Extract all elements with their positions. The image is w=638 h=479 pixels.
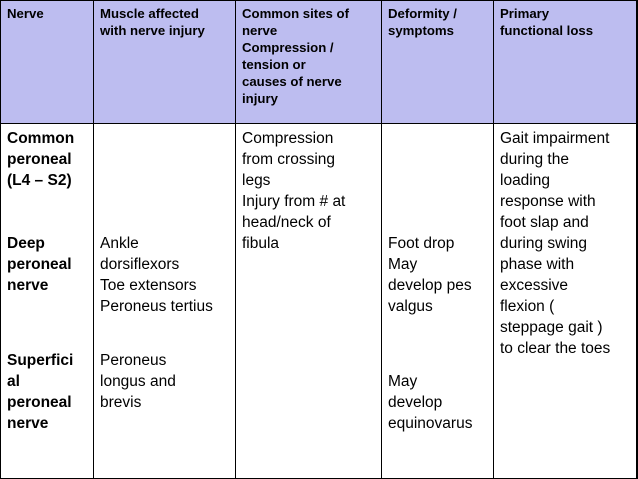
cell-line: phase with [500,256,575,273]
deformity-column [382,124,493,478]
header-line: injury [242,91,278,106]
cell-line: May [388,256,418,273]
header-line: Deformity / [388,6,457,21]
cell-line: peroneal [7,151,72,168]
cell-line: Common [7,130,75,147]
compression-sites-column [236,124,381,478]
cell-line: flexion ( [500,298,555,315]
muscle-superficial-peroneal [100,350,229,413]
cell-line: develop pes [388,277,472,294]
nerve-superficial-peroneal [7,350,87,434]
cell-line: al [7,373,20,390]
header-line: Nerve [7,6,44,21]
cell-line: peroneal [7,394,72,411]
cell-line: Gait impairment [500,130,610,147]
nerve-column [1,124,93,478]
cell-line: during the [500,151,569,168]
header-line: Compression / [242,40,334,55]
cell-line: Ankle [100,235,139,252]
deformity-superficial-peroneal [388,371,487,434]
cell-line: Peroneus tertius [100,298,213,315]
header-line: causes of nerve [242,74,342,89]
header-line: tension or [242,57,306,72]
cell-line: head/neck of [242,214,331,231]
header-line: symptoms [388,23,454,38]
header-deformity-symptoms [382,1,493,123]
cell-line: (L4 – S2) [7,172,72,189]
header-compression-sites [236,1,381,123]
cell-line: Toe extensors [100,277,197,294]
cell-line: Foot drop [388,235,455,252]
header-line: functional loss [500,23,594,38]
cell-line: Peroneus [100,352,167,369]
cell-line: nerve [7,415,49,432]
header-line: Primary [500,6,550,21]
cell-line: May [388,373,418,390]
header-muscle-affected [94,1,235,123]
header-nerve [1,1,93,123]
cell-line: loading [500,172,550,189]
cell-line: develop [388,394,443,411]
cell-line: foot slap and [500,214,589,231]
nerve-common-peroneal [7,128,87,191]
header-line: with nerve injury [100,23,205,38]
cell-line: fibula [242,235,280,252]
cell-line: Compression [242,130,334,147]
header-line: Common sites of [242,6,349,21]
cell-line: response with [500,193,596,210]
cell-line: valgus [388,298,433,315]
cell-line: steppage gait ) [500,319,603,336]
cell-line: brevis [100,394,142,411]
header-line: Muscle affected [100,6,199,21]
muscle-column [94,124,235,478]
cell-line: longus and [100,373,176,390]
header-primary-functional-loss [494,1,636,123]
cell-line: from crossing [242,151,336,168]
cell-line: Injury from # at [242,193,346,210]
cell-line: dorsiflexors [100,256,180,273]
cell-line: Superfici [7,352,74,369]
cell-line: excessive [500,277,569,294]
functional-loss-column [494,124,636,478]
cell-line: equinovarus [388,415,473,432]
deformity-deep-peroneal [388,233,487,317]
cell-line: Deep [7,235,45,252]
cell-line: during swing [500,235,588,252]
cell-line: nerve [7,277,49,294]
muscle-deep-peroneal [100,233,229,317]
cell-line: peroneal [7,256,72,273]
cell-line: to clear the toes [500,340,611,357]
cell-line: legs [242,172,271,189]
header-line: nerve [242,23,278,38]
nerve-deep-peroneal [7,233,87,296]
